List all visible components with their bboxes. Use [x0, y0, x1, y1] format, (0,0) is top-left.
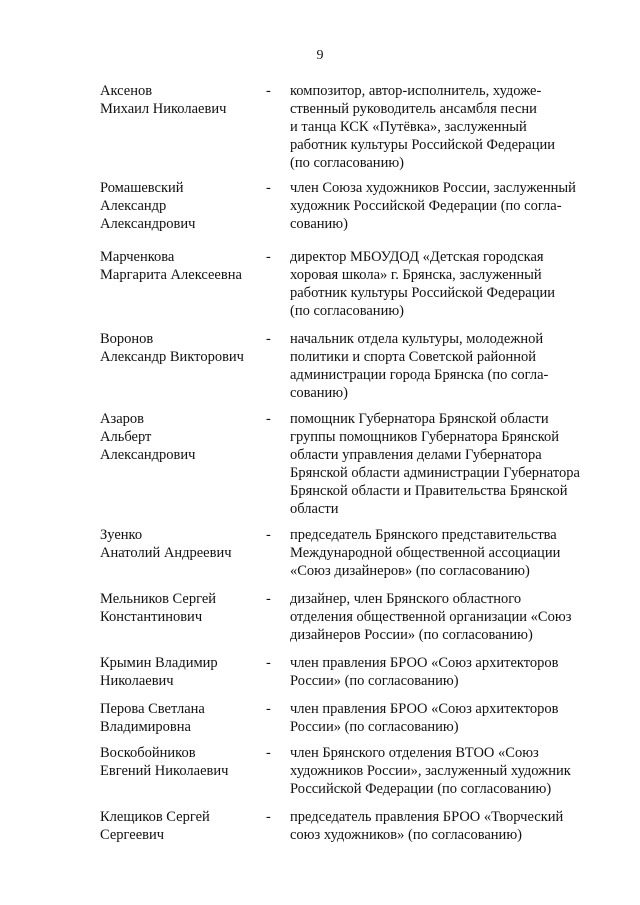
role-line: Российской Федерации (по согласованию) — [290, 781, 552, 797]
role-line: (по согласованию) — [290, 303, 404, 319]
role-line: группы помощников Губернатора Брянской — [290, 429, 560, 445]
separator-dash: - — [266, 527, 271, 543]
name-line: Крымин Владимир — [100, 655, 218, 671]
role-line: России» (по согласованию) — [290, 673, 459, 689]
member-role — [290, 410, 595, 518]
role-line: «Союз дизайнеров» (по согласованию) — [290, 563, 530, 579]
name-line: Аксенов — [100, 83, 153, 99]
separator-dash: - — [266, 249, 271, 265]
role-line: (по согласованию) — [290, 155, 404, 171]
member-role — [290, 526, 595, 580]
member-name — [100, 744, 265, 780]
role-line: Брянской области и Правительства Брянской — [290, 483, 568, 499]
role-line: Международной общественной ассоциации — [290, 545, 561, 561]
role-line: политики и спорта Советской районной — [290, 349, 537, 365]
separator-dash: - — [266, 701, 271, 717]
role-line: сованию) — [290, 385, 348, 401]
role-line: член правления БРОО «Союз архитекторов — [290, 655, 559, 671]
role-line: ственный руководитель ансамбля песни — [290, 101, 537, 117]
member-name — [100, 700, 265, 736]
name-line: Александр — [100, 198, 167, 214]
role-line: союз художников» (по согласованию) — [290, 827, 522, 843]
member-name — [100, 526, 265, 562]
member-role — [290, 590, 595, 644]
member-name — [100, 248, 265, 284]
member-name — [100, 654, 265, 690]
member-role — [290, 808, 595, 844]
role-line: области — [290, 501, 339, 517]
role-line: дизайнеров России» (по согласованию) — [290, 627, 533, 643]
name-line: Клещиков Сергей — [100, 809, 210, 825]
name-line: Воронов — [100, 331, 154, 347]
role-line: председатель правления БРОО «Творческий — [290, 809, 564, 825]
role-line: Брянской области администрации Губернатора — [290, 465, 580, 481]
member-role — [290, 82, 595, 172]
name-line: Александр Викторович — [100, 349, 244, 365]
member-role — [290, 179, 595, 233]
member-role — [290, 248, 595, 320]
member-role — [290, 654, 595, 690]
separator-dash: - — [266, 180, 271, 196]
role-line: работник культуры Российской Федерации — [290, 285, 555, 301]
role-line: член Союза художников России, заслуженный — [290, 180, 576, 196]
member-name — [100, 410, 265, 464]
role-line: художников России», заслуженный художник — [290, 763, 571, 779]
member-name — [100, 808, 265, 844]
name-line: Перова Светлана — [100, 701, 205, 717]
separator-dash: - — [266, 591, 271, 607]
name-line: Альберт — [100, 429, 152, 445]
name-line: Михаил Николаевич — [100, 101, 227, 117]
separator-dash: - — [266, 331, 271, 347]
name-line: Сергеевич — [100, 827, 165, 843]
role-line: отделения общественной организации «Союз — [290, 609, 572, 625]
separator-dash: - — [266, 83, 271, 99]
name-line: Александрович — [100, 216, 196, 232]
separator-dash: - — [266, 745, 271, 761]
role-line: сованию) — [290, 216, 348, 232]
role-line: председатель Брянского представительства — [290, 527, 557, 543]
name-line: Владимировна — [100, 719, 191, 735]
name-line: Николаевич — [100, 673, 174, 689]
member-role — [290, 330, 595, 402]
name-line: Азаров — [100, 411, 144, 427]
role-line: художник Российской Федерации (по согла- — [290, 198, 562, 214]
role-line: член правления БРОО «Союз архитекторов — [290, 701, 559, 717]
member-role — [290, 744, 595, 798]
name-line: Марченкова — [100, 249, 175, 265]
role-line: администрации города Брянска (по согла- — [290, 367, 549, 383]
role-line: дизайнер, член Брянского областного — [290, 591, 522, 607]
role-line: России» (по согласованию) — [290, 719, 459, 735]
name-line: Евгений Николаевич — [100, 763, 229, 779]
role-line: хоровая школа» г. Брянска, заслуженный — [290, 267, 542, 283]
separator-dash: - — [266, 411, 271, 427]
member-name — [100, 330, 265, 366]
role-line: композитор, автор-исполнитель, художе- — [290, 83, 542, 99]
name-line: Мельников Сергей — [100, 591, 217, 607]
separator-dash: - — [266, 655, 271, 671]
role-line: области управления делами Губернатора — [290, 447, 542, 463]
member-name — [100, 590, 265, 626]
role-line: и танца КСК «Путёвка», заслуженный — [290, 119, 527, 135]
role-line: работник культуры Российской Федерации — [290, 137, 555, 153]
name-line: Воскобойников — [100, 745, 196, 761]
name-line: Маргарита Алексеевна — [100, 267, 242, 283]
page-number: 9 — [316, 48, 324, 63]
role-line: начальник отдела культуры, молодежной — [290, 331, 544, 347]
name-line: Анатолий Андреевич — [100, 545, 232, 561]
role-line: директор МБОУДОД «Детская городская — [290, 249, 544, 265]
name-line: Ромашевский — [100, 180, 184, 196]
role-line: помощник Губернатора Брянской области — [290, 411, 549, 427]
member-role — [290, 700, 595, 736]
name-line: Зуенко — [100, 527, 143, 543]
name-line: Константинович — [100, 609, 203, 625]
member-name — [100, 179, 265, 233]
role-line: член Брянского отделения ВТОО «Союз — [290, 745, 539, 761]
name-line: Александрович — [100, 447, 196, 463]
separator-dash: - — [266, 809, 271, 825]
member-name — [100, 82, 265, 118]
